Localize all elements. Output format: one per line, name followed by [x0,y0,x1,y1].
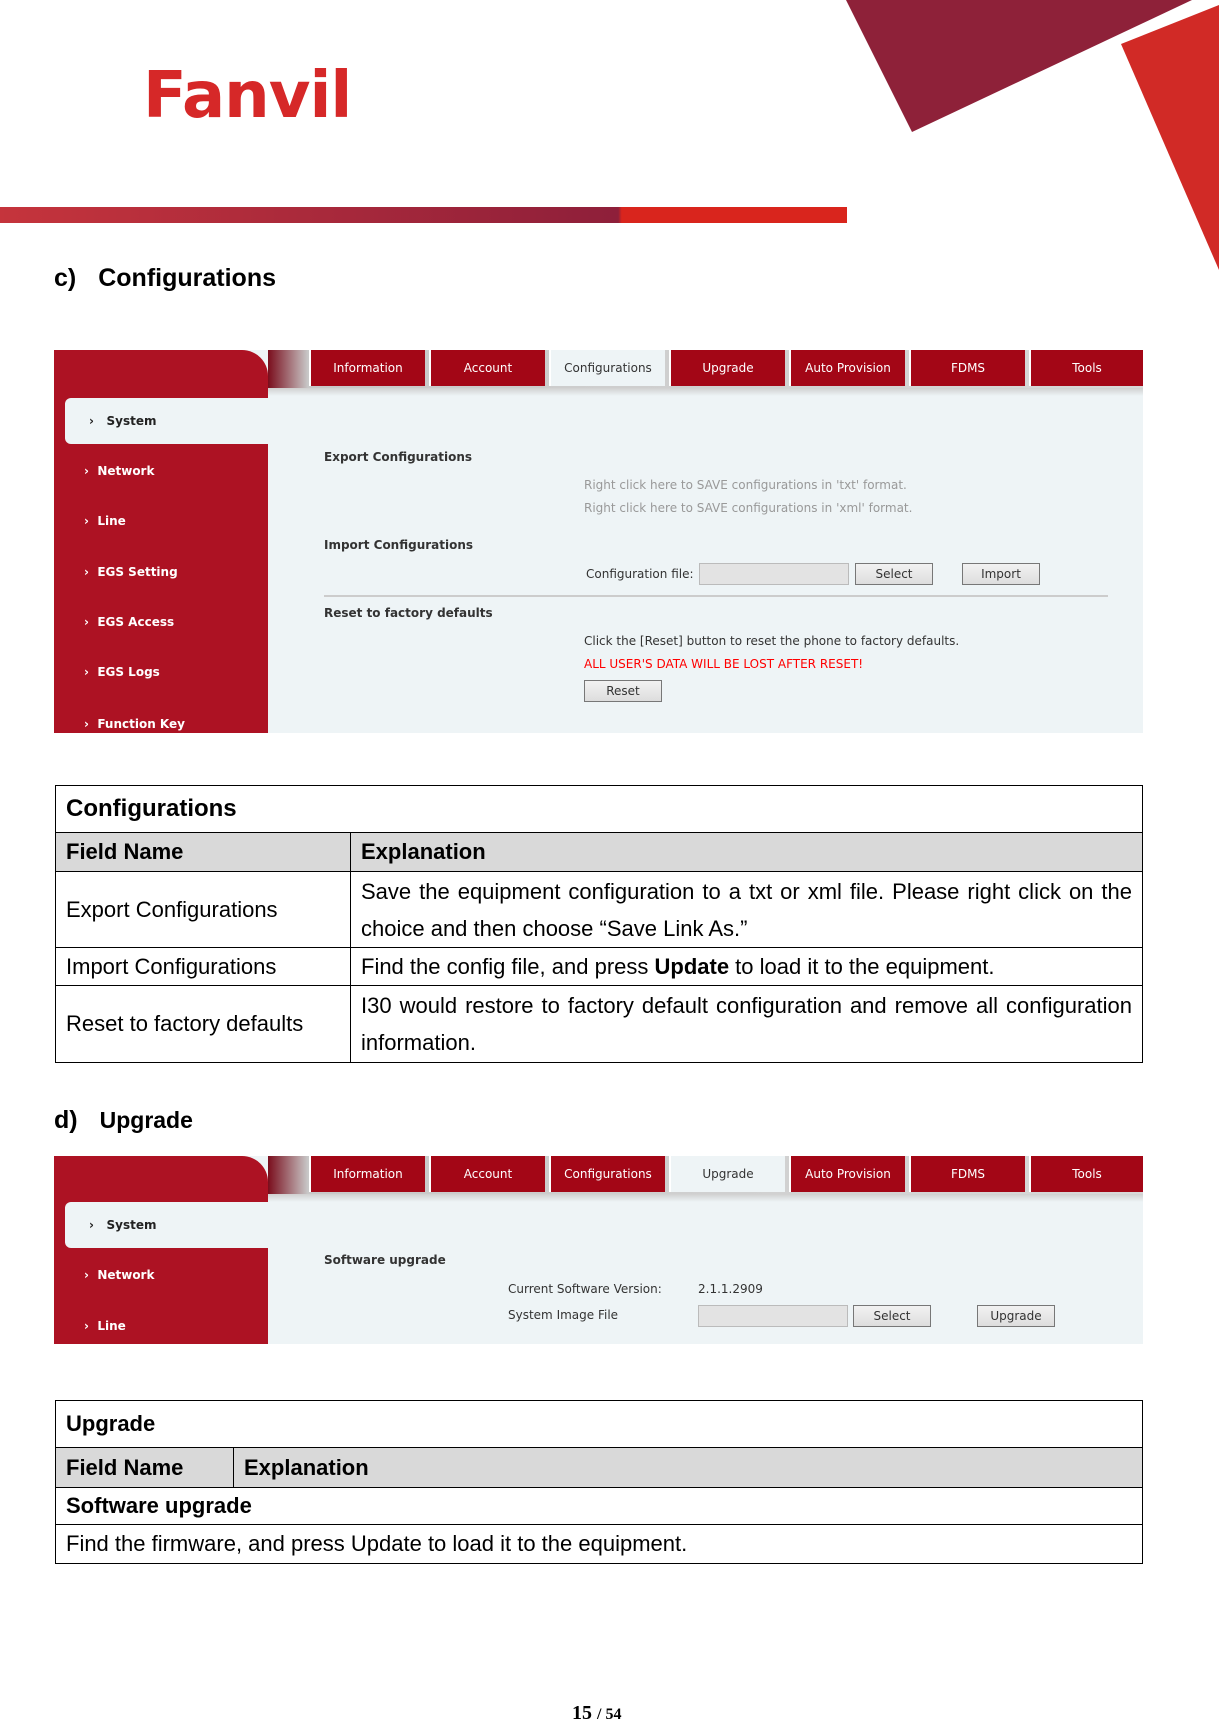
upgrade-button[interactable]: Upgrade [977,1305,1055,1327]
description-cell: Find the firmware, and press Update to load it to the equipment. [56,1525,1143,1564]
explanation-cell [351,948,1143,986]
tab-configurations[interactable]: Configurations [549,350,665,386]
page-total: / 54 [597,1706,622,1723]
col-explanation: Explanation [351,833,1143,872]
sidebar-label: Line [97,514,126,528]
fanvil-logo: Fanvil [143,59,352,133]
sidebar-label: Network [97,464,155,478]
section-c-heading [54,264,276,293]
reset-warning: ALL USER'S DATA WILL BE LOST AFTER RESET! [584,657,864,671]
explanation-cell: Save the equipment configuration to a txt or xml file. Please right click on the choice and then choose “Save Link As.” [351,872,1143,948]
text: Find the config file, and press [361,953,655,979]
tab-auto-provision[interactable]: Auto Provision [789,1156,905,1192]
header-decoration [0,0,1219,300]
software-upgrade-label: Software upgrade [324,1253,446,1267]
sidebar-label: Function Key [97,717,185,731]
table-row [56,986,1143,1063]
field-cell: Export Configurations [56,872,351,948]
tab-configurations[interactable]: Configurations [549,1156,665,1192]
version-value: 2.1.1.2909 [698,1282,763,1296]
tab-tools[interactable]: Tools [1029,1156,1143,1192]
section-letter: d) [54,1106,78,1134]
configurations-screenshot [54,350,1143,733]
table-row [56,948,1143,986]
sidebar-item-egs-access[interactable]: › EGS Access [84,615,175,629]
page-current: 15 [572,1702,592,1724]
subheading-cell: Software upgrade [56,1488,1143,1525]
upgrade-table [55,1400,1143,1564]
tab-account[interactable]: Account [429,350,545,386]
col-field-name: Field Name [56,833,351,872]
sidebar-item-egs-logs[interactable]: › EGS Logs [84,665,160,679]
sidebar-label: Network [97,1268,155,1282]
sidebar-item-line[interactable]: › Line [84,514,126,528]
export-label: Export Configurations [324,450,473,464]
tab-upgrade[interactable]: Upgrade [669,350,785,386]
col-explanation: Explanation [234,1448,1143,1488]
sidebar-item-line[interactable]: › Line [84,1319,126,1333]
section-d-heading [54,1106,193,1135]
reset-label: Reset to factory defaults [324,606,493,620]
import-label: Import Configurations [324,538,474,552]
tab-information[interactable]: Information [309,350,425,386]
image-file-input[interactable] [698,1305,848,1327]
export-xml-link[interactable]: Right click here to SAVE configurations in 'xml' format. [584,501,913,515]
sidebar-item-network[interactable]: › Network [84,464,155,478]
configurations-table [55,785,1143,1063]
sidebar-label: EGS Setting [97,565,178,579]
version-label: Current Software Version: [508,1282,662,1296]
tab-fdms[interactable]: FDMS [909,1156,1025,1192]
tab-upgrade[interactable]: Upgrade [669,1156,785,1192]
tab-auto-provision[interactable]: Auto Provision [789,350,905,386]
select-button[interactable]: Select [853,1305,931,1327]
table-title: Upgrade [56,1401,1143,1448]
tab-tools[interactable]: Tools [1029,350,1143,386]
sidebar-item-system[interactable]: › System [65,1202,268,1248]
text: to load it to the equipment. [729,953,995,979]
config-file-input[interactable] [699,563,849,585]
tab-fdms[interactable]: FDMS [909,350,1025,386]
select-button[interactable]: Select [855,563,933,585]
field-cell: Reset to factory defaults [56,986,351,1063]
red-triangle [1121,5,1219,270]
divider [324,595,1108,597]
tab-strip [268,1194,1143,1202]
sidebar [54,1156,268,1344]
image-file-label: System Image File [508,1308,619,1322]
sidebar-item-egs-setting[interactable]: › EGS Setting [84,565,178,579]
sidebar-item-function-key[interactable]: › Function Key [84,717,185,731]
section-title: Upgrade [99,1107,193,1133]
reset-button[interactable]: Reset [584,680,662,702]
table-row [56,872,1143,948]
reset-info: Click the [Reset] button to reset the phone to factory defaults. [584,634,960,648]
tab-account[interactable]: Account [429,1156,545,1192]
tab-information[interactable]: Information [309,1156,425,1192]
section-letter: c) [54,264,77,292]
col-field-name: Field Name [56,1448,234,1488]
table-title: Configurations [56,786,1143,833]
sidebar-label: EGS Logs [97,665,160,679]
explanation-cell: I30 would restore to factory default configuration and remove all configuration information. [351,986,1143,1063]
sidebar-item-network[interactable]: › Network [84,1268,155,1282]
config-file-label: Configuration file: [586,567,694,581]
sidebar-label: EGS Access [97,615,175,629]
sidebar-item-system[interactable]: › System [65,398,268,444]
export-txt-link[interactable]: Right click here to SAVE configurations in 'txt' format. [584,478,907,492]
page-number [572,1702,621,1725]
tab-strip [268,388,1143,396]
sidebar-label: Line [97,1319,126,1333]
field-cell: Import Configurations [56,948,351,986]
section-title: Configurations [98,264,276,292]
header-bar [0,207,847,223]
bold-text: Update [654,953,730,979]
upgrade-screenshot [54,1156,1143,1344]
sidebar-label: System [106,1218,157,1232]
import-button[interactable]: Import [962,563,1040,585]
sidebar-label: System [106,414,157,428]
